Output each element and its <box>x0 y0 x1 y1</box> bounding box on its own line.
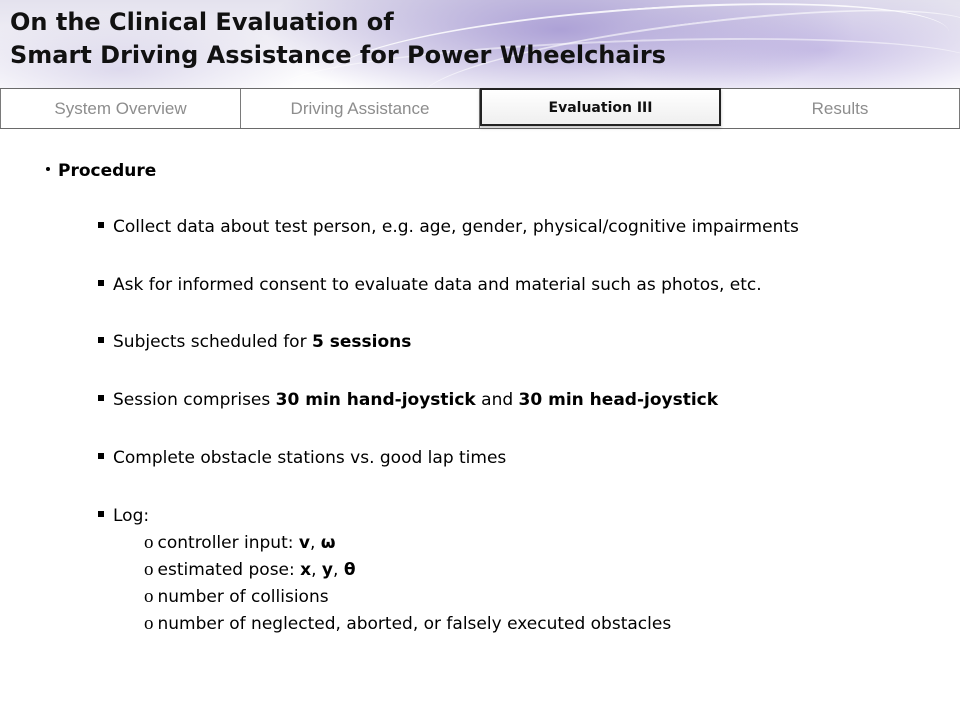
list-item-sessions: Subjects scheduled for 5 sessions <box>98 332 411 352</box>
log-item-collisions: o number of collisions <box>144 586 329 607</box>
square-bullet-icon <box>98 511 104 517</box>
tab-evaluation-active[interactable]: Evaluation III <box>480 88 721 126</box>
list-item-log: Log: <box>98 506 149 526</box>
square-bullet-icon <box>98 395 104 401</box>
section-tab-bar <box>0 88 960 129</box>
circle-bullet-icon: o <box>144 613 154 634</box>
square-bullet-icon <box>98 453 104 459</box>
tab-results[interactable]: Results <box>721 89 960 128</box>
square-bullet-icon <box>98 280 104 286</box>
list-item-session-comprises: Session comprises 30 min hand-joystick and 30 min head-joystick <box>98 390 718 410</box>
title-line-2: Smart Driving Assistance for Power Wheelchairs <box>10 41 666 69</box>
circle-bullet-icon: o <box>144 532 154 553</box>
circle-bullet-icon: o <box>144 559 154 580</box>
procedure-heading: Procedure <box>46 161 156 181</box>
list-item-collect: Collect data about test person, e.g. age, gender, physical/cognitive impairments <box>98 217 799 237</box>
tab-system-overview[interactable]: System Overview <box>0 89 241 128</box>
log-item-controller: o controller input: v, ω <box>144 532 336 553</box>
log-item-obstacles: o number of neglected, aborted, or falsely executed obstacles <box>144 613 672 634</box>
title-line-1: On the Clinical Evaluation of <box>10 8 394 36</box>
slide-header <box>0 0 960 88</box>
list-item-complete: Complete obstacle stations vs. good lap times <box>98 448 506 468</box>
circle-bullet-icon: o <box>144 586 154 607</box>
tab-driving-assistance[interactable]: Driving Assistance <box>241 89 480 128</box>
square-bullet-icon <box>98 337 104 343</box>
log-item-pose: o estimated pose: x, y, θ <box>144 559 356 580</box>
list-item-consent: Ask for informed consent to evaluate data and material such as photos, etc. <box>98 275 762 295</box>
bullet-dot-icon <box>46 167 50 171</box>
slide-title <box>10 6 666 72</box>
square-bullet-icon <box>98 222 104 228</box>
